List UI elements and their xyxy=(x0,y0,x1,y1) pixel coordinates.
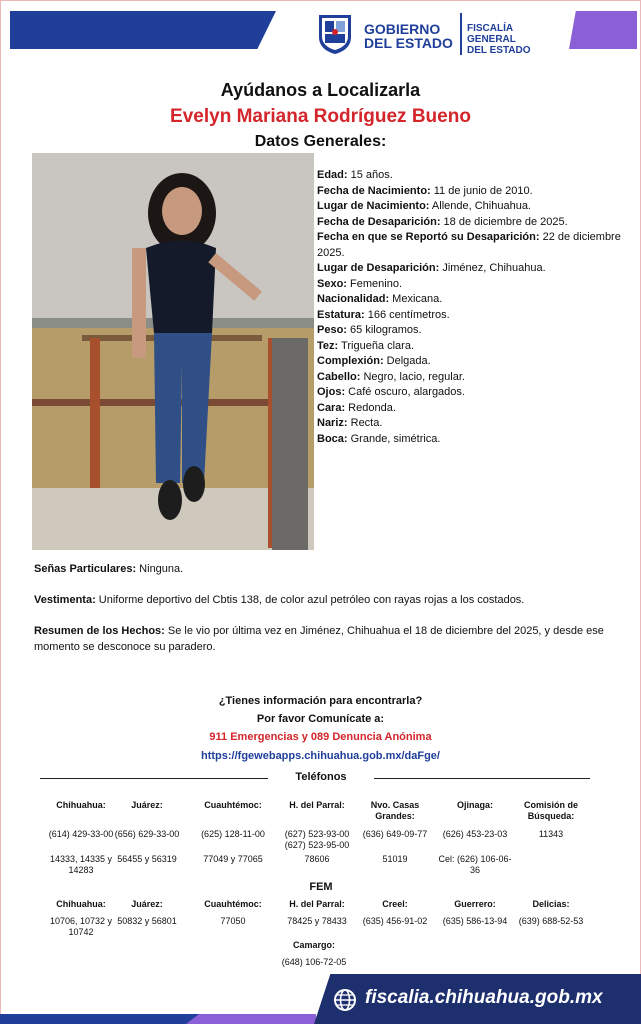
gov-line2: DEL ESTADO xyxy=(364,35,453,51)
fem-phone: (639) 688-52-53 xyxy=(518,916,584,926)
gov-name xyxy=(364,22,453,50)
detail-estatura: Estatura: 166 centímetros. xyxy=(317,308,450,321)
globe-icon xyxy=(333,988,357,1012)
logo-separator xyxy=(460,13,462,55)
footer-purple-bar xyxy=(186,1014,316,1024)
state-shield-icon xyxy=(317,13,353,55)
detail-edad: Edad: 15 años. xyxy=(317,169,393,181)
fem-heading: FEM xyxy=(309,881,333,893)
tel-column-juarez: Juárez: xyxy=(131,800,163,810)
tel-phone: (625) 128-11-00 xyxy=(201,829,265,839)
tel-column-cuauhtemoc: Cuauhtémoc: xyxy=(204,800,262,810)
vestimenta: Vestimenta: Uniforme deportivo del Cbtis 138, de color azul petróleo con rayas rojas a los costados. xyxy=(34,594,525,606)
section-title: Datos Generales: xyxy=(254,133,387,150)
fem-phone: (648) 106-72-05 xyxy=(281,957,347,967)
tel-column-chihuahua: Chihuahua: xyxy=(56,800,106,810)
fiscalia-line1: FISCALÍA GENERAL xyxy=(467,23,516,45)
footer-website-link[interactable]: fiscalia.chihuahua.gob.mx xyxy=(365,987,603,1008)
detail-tez: Tez: Trigueña clara. xyxy=(317,339,415,352)
resumen-hechos: Resumen de los Hechos: Se le vio por última vez en Jiménez, Chihuahua el 18 de diciembre del 2025, y desde ese momento se desconoce su paradero. xyxy=(34,625,604,653)
detail-fecha-nacimiento: Fecha de Nacimiento: 11 de junio de 2010. xyxy=(317,184,533,197)
detail-peso: Peso: 65 kilogramos. xyxy=(317,324,422,336)
emergency-numbers: 911 Emergencias y 089 Denuncia Anónima xyxy=(209,731,432,743)
detail-cara: Cara: Redonda. xyxy=(317,401,396,414)
fem-phone: 78425 y 78433 xyxy=(287,916,347,926)
tel-phone: (636) 649-09-77 xyxy=(362,829,428,839)
fem-phone: 10706, 10732 y 10742 xyxy=(49,916,113,937)
government-logo xyxy=(317,13,537,55)
fem-column-guerrero: Guerrero: xyxy=(454,899,496,909)
missing-person-name: Evelyn Mariana Rodríguez Bueno xyxy=(170,106,471,127)
tel-ext: 56455 y 56319 xyxy=(117,854,177,864)
contact-question: ¿Tienes información para encontrarla? xyxy=(218,695,423,707)
header-purple-bar xyxy=(569,11,637,49)
detail-sexo: Sexo: Femenino. xyxy=(317,277,402,290)
fem-column-delicias: Delicias: xyxy=(532,899,570,909)
fem-phone: (635) 586-13-94 xyxy=(442,916,508,926)
tel-phone: (614) 429-33-00 xyxy=(48,829,114,839)
detail-fecha-reporte: Fecha en que se Reportó su Desaparición: 22 de diciembre 2025. xyxy=(317,231,621,259)
person-photo xyxy=(32,153,314,550)
header-blue-bar xyxy=(10,11,276,49)
fem-phone: (635) 456-91-02 xyxy=(362,916,428,926)
tel-ext: Cel: (626) 106-06-36 xyxy=(438,854,512,875)
tel-column-busqueda: Comisión de Búsqueda: xyxy=(523,800,578,821)
tel-column-casas-grandes: Nvo. Casas Grandes: xyxy=(370,800,420,821)
detail-fecha-desaparicion: Fecha de Desaparición: 18 de diciembre de 2025. xyxy=(317,215,568,228)
fem-column-cuauhtemoc: Cuauhtémoc: xyxy=(204,899,262,909)
detail-complexion: Complexión: Delgada. xyxy=(317,355,431,367)
fem-phone: 77050 xyxy=(220,916,246,926)
fem-column-camargo: Camargo: xyxy=(292,940,335,950)
general-data-list xyxy=(317,168,622,447)
fiscalia-line2: DEL ESTADO xyxy=(467,45,531,56)
fem-phone: 50832 y 56801 xyxy=(117,916,177,926)
senas-particulares: Señas Particulares: Ninguna. xyxy=(34,563,184,575)
tel-ext: 78606 xyxy=(304,854,330,864)
detail-lugar-nacimiento: Lugar de Nacimiento: Allende, Chihuahua. xyxy=(317,200,531,212)
detail-nacionalidad: Nacionalidad: Mexicana. xyxy=(317,293,443,305)
detail-lugar-desaparicion: Lugar de Desaparición: Jiménez, Chihuahua. xyxy=(317,262,546,274)
divider-left xyxy=(40,778,268,779)
detail-boca: Boca: Grande, simétrica. xyxy=(317,432,441,445)
telefonos-heading: Teléfonos xyxy=(295,771,347,783)
fem-column-juarez: Juárez: xyxy=(131,899,163,909)
tel-phone: (627) 523-93-00 (627) 523-95-00 xyxy=(284,829,350,850)
fiscalia-name xyxy=(467,23,537,56)
tel-column-parral: H. del Parral: xyxy=(289,800,345,810)
divider-right xyxy=(374,778,590,779)
detail-ojos: Ojos: Café oscuro, alargados. xyxy=(317,386,465,398)
detail-cabello: Cabello: Negro, lacio, regular. xyxy=(317,370,465,383)
page-title: Ayúdanos a Localizarla xyxy=(220,80,421,100)
fem-column-creel: Creel: xyxy=(382,899,408,909)
tel-phone: 11343 xyxy=(538,829,564,839)
contact-prompt: Por favor Comunícate a: xyxy=(256,713,385,725)
report-url-link[interactable]: https://fgewebapps.chihuahua.gob.mx/daFge/ xyxy=(201,750,440,762)
footer-blue-bar xyxy=(0,1014,200,1024)
tel-phone: (626) 453-23-03 xyxy=(442,829,508,839)
detail-nariz: Nariz: Recta. xyxy=(317,417,383,429)
tel-ext: 51019 xyxy=(382,854,408,864)
footer-banner xyxy=(0,974,641,1024)
fem-column-chihuahua: Chihuahua: xyxy=(56,899,106,909)
tel-phone: (656) 629-33-00 xyxy=(114,829,180,839)
tel-ext: 14333, 14335 y 14283 xyxy=(49,854,113,875)
tel-ext: 77049 y 77065 xyxy=(203,854,263,864)
gov-line1: GOBIERNO xyxy=(364,21,441,37)
tel-column-ojinaga: Ojinaga: xyxy=(456,800,493,810)
fem-column-parral: H. del Parral: xyxy=(289,899,345,909)
